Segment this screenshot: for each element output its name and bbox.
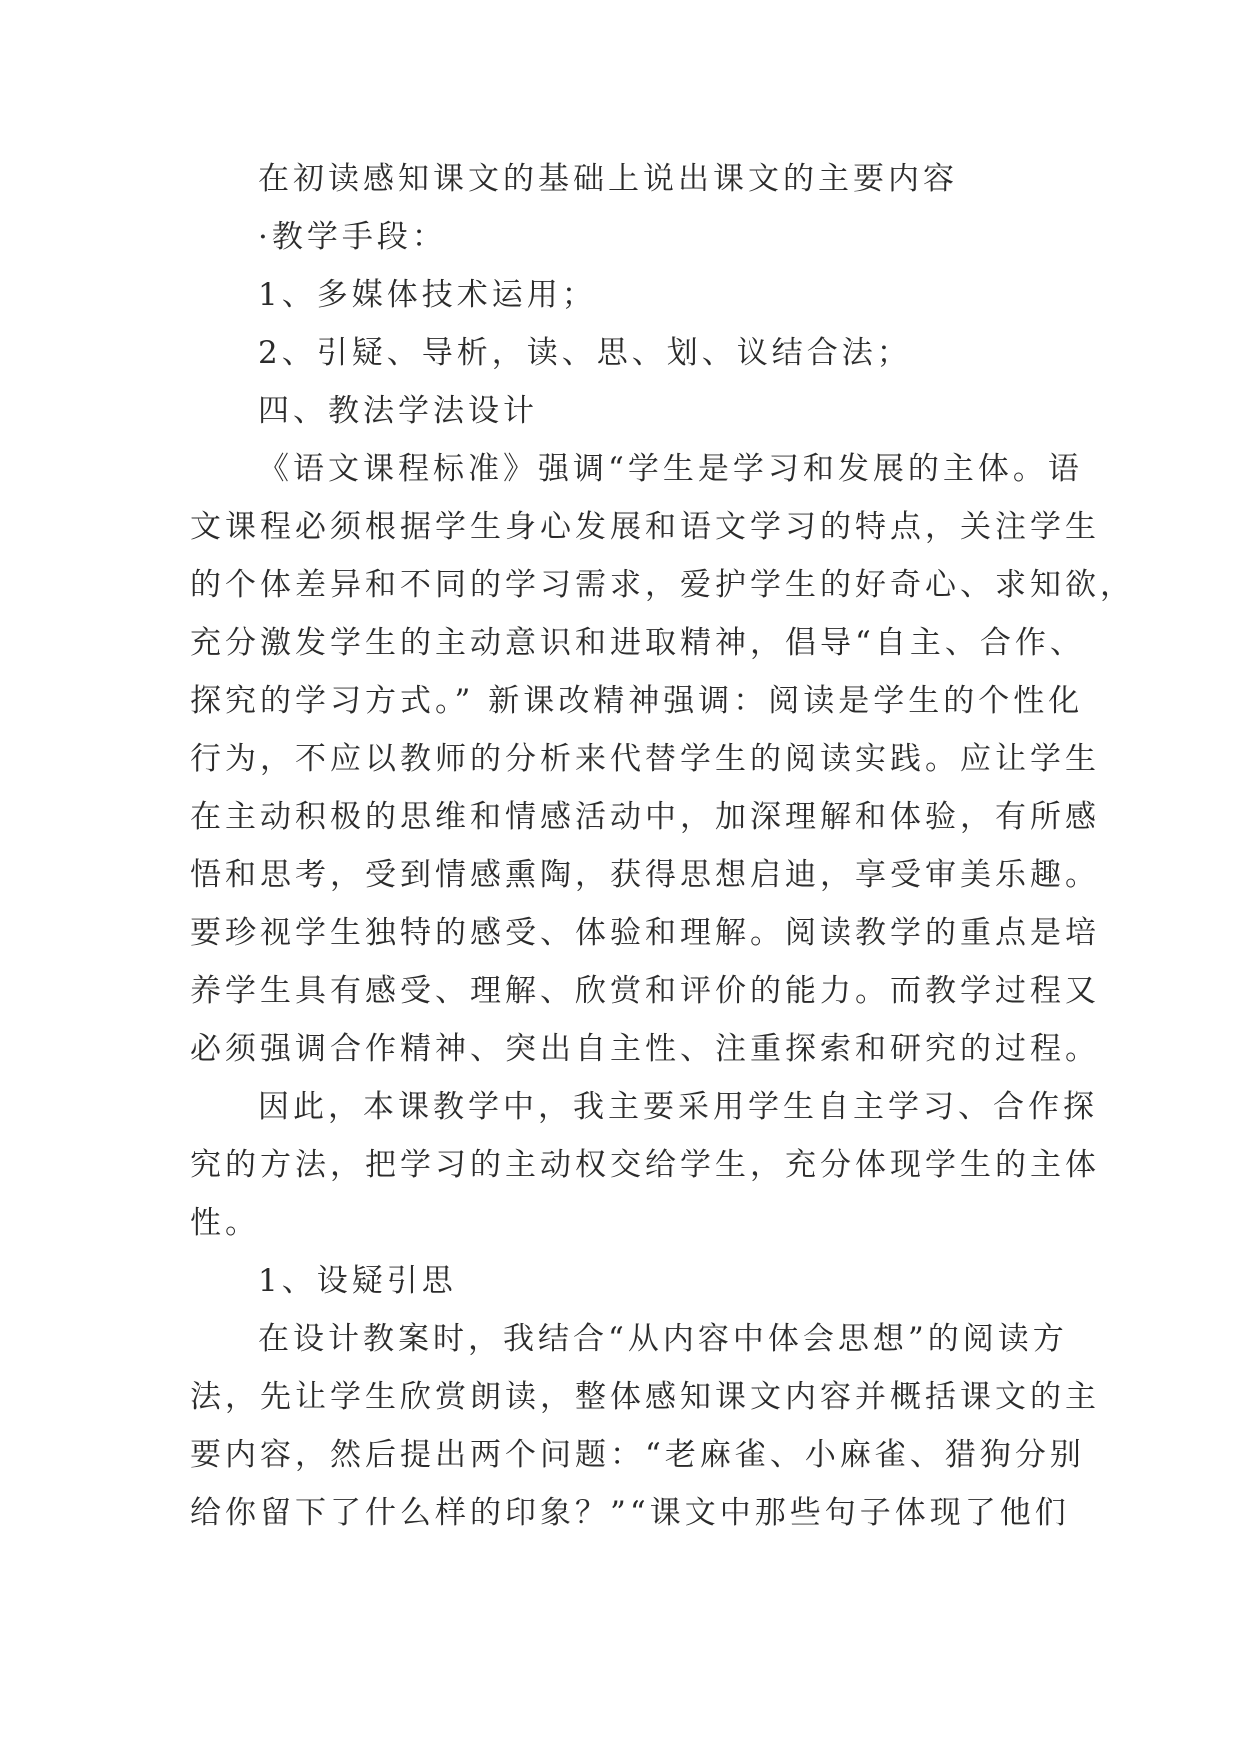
- document-body: [190, 150, 1135, 1542]
- text-line: 充分激发学生的主动意识和进取精神，倡导“自主、合作、: [190, 625, 1085, 661]
- text-line: 探究的学习方式。” 新课改精神强调：阅读是学生的个性化: [190, 683, 1084, 719]
- text-line: 因此，本课教学中，我主要采用学生自主学习、合作探: [258, 1089, 1098, 1125]
- text-line: 要内容，然后提出两个问题：“老麻雀、小麻雀、猎狗分别: [190, 1437, 1085, 1473]
- text-line: ·教学手段：: [258, 219, 447, 255]
- text-line: 1、设疑引思: [258, 1263, 457, 1299]
- text-line: 究的方法，把学习的主动权交给学生，充分体现学生的主体: [190, 1147, 1100, 1183]
- text-line: 1、多媒体技术运用；: [258, 277, 597, 313]
- text-line: 给你留下了什么样的印象？”“课文中那些句子体现了他们: [190, 1495, 1070, 1531]
- text-line: 行为，不应以教师的分析来代替学生的阅读实践。应让学生: [190, 741, 1100, 777]
- text-line: 《语文课程标准》强调“学生是学习和发展的主体。语: [258, 451, 1083, 487]
- text-line: 四、教法学法设计: [258, 393, 538, 429]
- text-line: 法，先让学生欣赏朗读，整体感知课文内容并概括课文的主: [190, 1379, 1100, 1415]
- text-line: 必须强调合作精神、突出自主性、注重探索和研究的过程。: [190, 1031, 1100, 1067]
- text-line: 在设计教案时，我结合“从内容中体会思想”的阅读方: [258, 1321, 1068, 1357]
- text-line: 文课程必须根据学生身心发展和语文学习的特点，关注学生: [190, 509, 1100, 545]
- text-line: 要珍视学生独特的感受、体验和理解。阅读教学的重点是培: [190, 915, 1100, 951]
- text-line: 养学生具有感受、理解、欣赏和评价的能力。而教学过程又: [190, 973, 1100, 1009]
- text-line: 性。: [190, 1205, 260, 1241]
- text-line: 2、引疑、导析，读、思、划、议结合法；: [258, 335, 912, 371]
- text-line: 在初读感知课文的基础上说出课文的主要内容: [258, 161, 958, 197]
- text-line: 在主动积极的思维和情感活动中，加深理解和体验，有所感: [190, 799, 1100, 835]
- text-line: 悟和思考，受到情感熏陶，获得思想启迪，享受审美乐趣。: [190, 857, 1100, 893]
- text-line: 的个体差异和不同的学习需求，爱护学生的好奇心、求知欲，: [190, 567, 1135, 603]
